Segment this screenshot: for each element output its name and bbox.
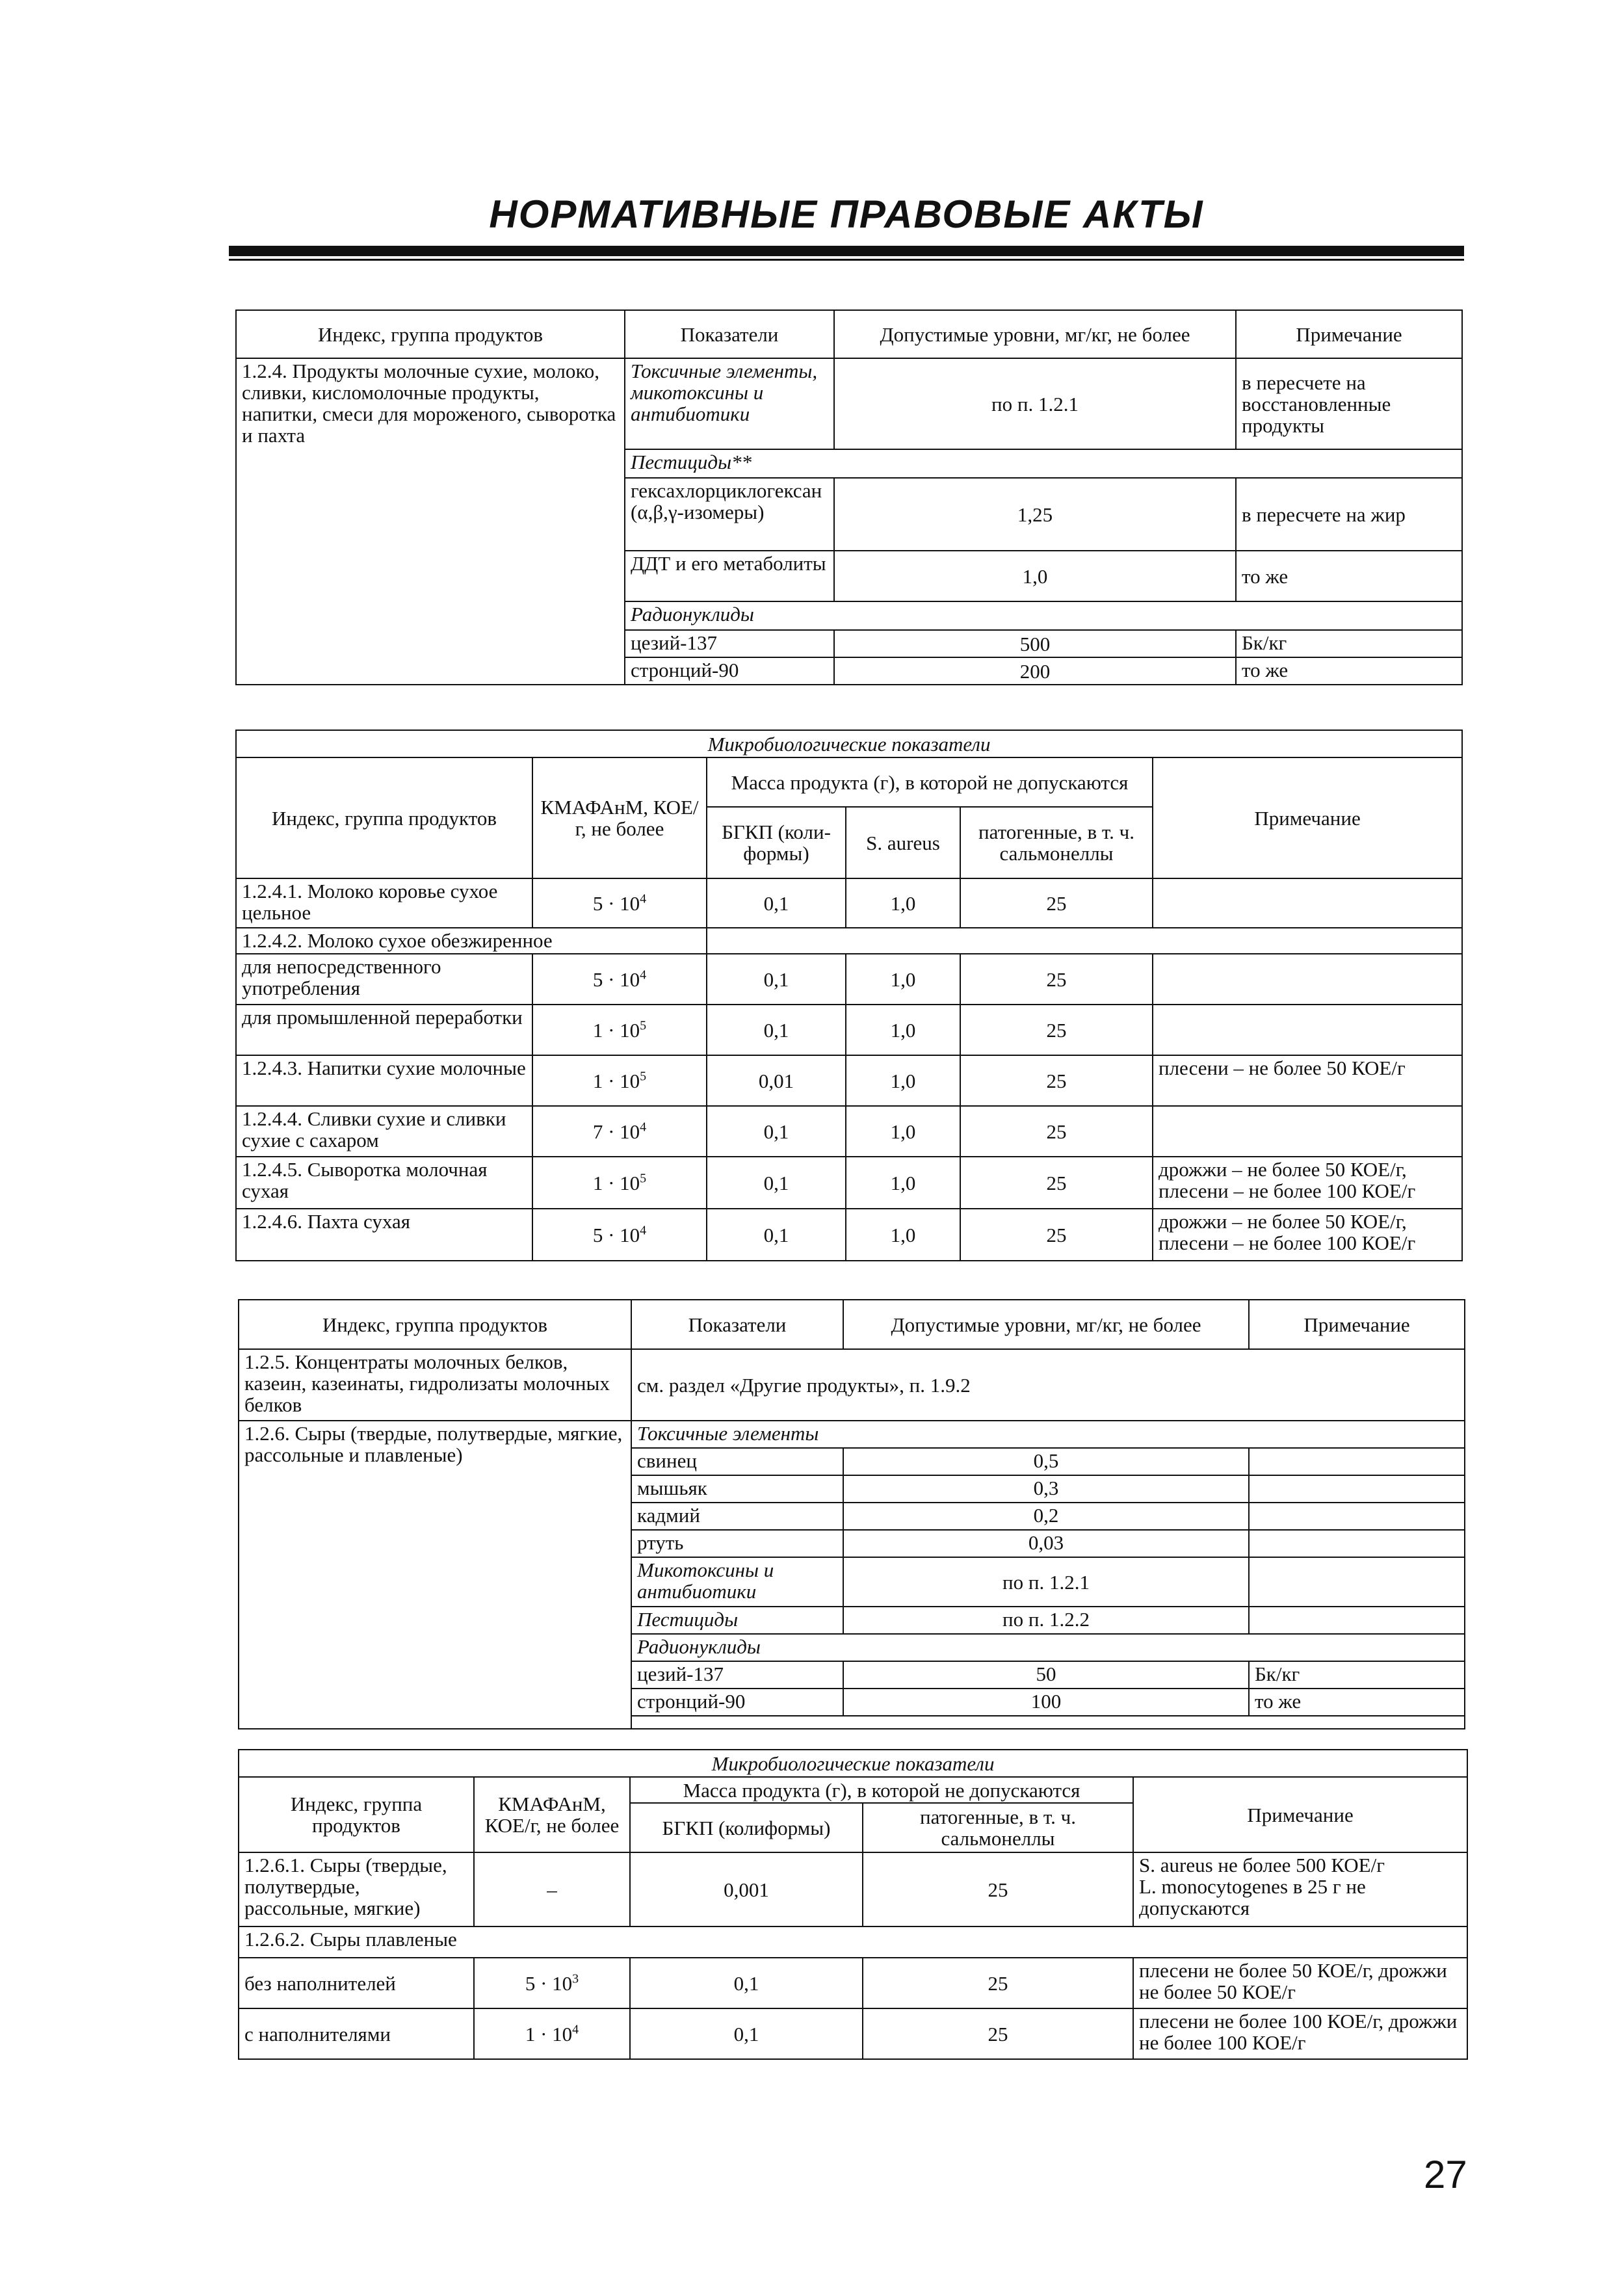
pathogens-cell: 25 <box>960 1106 1153 1157</box>
reference-cell: см. раздел «Другие продукты», п. 1.9.2 <box>631 1349 1465 1421</box>
saureus-cell: 1,0 <box>846 1005 960 1055</box>
col-header-note: Примечание <box>1133 1777 1467 1852</box>
page-title: НОРМАТИВНЫЕ ПРАВОВЫЕ АКТЫ <box>489 192 1204 236</box>
col-header-pathogens: патогенные, в т. ч. сальмонеллы <box>863 1803 1133 1852</box>
note-cell <box>1249 1607 1465 1634</box>
col-header-mass: Масса продукта (г), в которой не допускаются <box>707 757 1153 807</box>
saureus-cell: 1,0 <box>846 1157 960 1209</box>
kmafanm-cell: $1 \cdot 10^5$ <box>532 1157 707 1209</box>
level-cell: по п. 1.2.1 <box>834 358 1236 449</box>
indicator-cell: мышьяк <box>631 1475 843 1503</box>
level-cell: 0,5 <box>843 1448 1249 1475</box>
pathogens-cell: 25 <box>863 1958 1133 2008</box>
indicator-cell: кадмий <box>631 1503 843 1530</box>
table-header-row <box>239 1300 1465 1349</box>
page-number: 27 <box>1424 2153 1467 2196</box>
note-cell: Бк/кг <box>1236 630 1462 657</box>
note-cell: дрожжи – не более 50 КОЕ/г, плесени – не более 100 КОЕ/г <box>1153 1209 1462 1261</box>
bgkp-cell: 0,1 <box>707 1106 846 1157</box>
group-row <box>239 1926 1467 1958</box>
indicator-cell: стронций-90 <box>625 657 834 685</box>
note-cell: плесени не более 50 КОЕ/г, дрожжи не более 50 КОЕ/г <box>1133 1958 1467 2008</box>
col-header-saureus: S. aureus <box>846 807 960 878</box>
col-header-levels: Допустимые уровни, мг/кг, не более <box>834 310 1236 358</box>
col-header-indicators: Показатели <box>625 310 834 358</box>
table-cheese-limits <box>238 1299 1465 1729</box>
note-cell: дрожжи – не более 50 КОЕ/г, плесени – не более 100 КОЕ/г <box>1153 1157 1462 1209</box>
section-row <box>239 1421 1465 1448</box>
table-row <box>236 1005 1462 1055</box>
level-cell: 1,25 <box>834 478 1236 551</box>
note-cell: плесени – не более 50 КОЕ/г <box>1153 1055 1462 1106</box>
col-header-note: Примечание <box>1249 1300 1465 1349</box>
saureus-cell: 1,0 <box>846 1055 960 1106</box>
group-filler <box>707 928 1462 954</box>
bgkp-cell: 0,1 <box>707 954 846 1005</box>
product-name: для промышленной переработки <box>236 1005 532 1055</box>
micro-title: Микробиологические показатели <box>236 730 1462 757</box>
table-row <box>239 1958 1467 2008</box>
table-row <box>239 1349 1465 1421</box>
kmafanm-cell: $1 \cdot 10^4$ <box>474 2008 630 2059</box>
pathogens-cell: 25 <box>863 2008 1133 2059</box>
note-cell: то же <box>1236 551 1462 601</box>
kmafanm-cell: $1 \cdot 10^5$ <box>532 1055 707 1106</box>
note-cell: в пересчете на жир <box>1236 478 1462 551</box>
indicator-cell: гексахлорциклогексан (α,β,γ-изомеры) <box>625 478 834 551</box>
col-header-pathogens: патогенные, в т. ч. сальмонеллы <box>960 807 1153 878</box>
indicator-cell: свинец <box>631 1448 843 1475</box>
table-row <box>236 1055 1462 1106</box>
kmafanm-cell: $5 \cdot 10^4$ <box>532 878 707 928</box>
group-label: 1.2.4.2. Молоко сухое обезжиренное <box>236 928 707 954</box>
group-label: 1.2.6.2. Сыры плавленые <box>239 1926 1467 1958</box>
bgkp-cell: 0,1 <box>630 1958 863 2008</box>
pathogens-cell: 25 <box>960 1209 1153 1261</box>
indicator-cell: стронций-90 <box>631 1689 843 1716</box>
table-header-row <box>236 310 1462 358</box>
header-rule-thin <box>229 259 1464 261</box>
saureus-cell: 1,0 <box>846 1209 960 1261</box>
section-toxic: Токсичные элементы <box>631 1421 1465 1448</box>
note-cell <box>1153 1005 1462 1055</box>
note-cell <box>1249 1448 1465 1475</box>
pathogens-cell: 25 <box>960 1157 1153 1209</box>
level-cell: по п. 1.2.1 <box>843 1557 1249 1607</box>
bgkp-cell: 0,1 <box>707 1005 846 1055</box>
level-cell: 0,03 <box>843 1530 1249 1557</box>
level-cell: 0,3 <box>843 1475 1249 1503</box>
table-row <box>236 878 1462 928</box>
table-row <box>236 1106 1462 1157</box>
table-header-row <box>236 757 1462 807</box>
note-cell <box>1153 954 1462 1005</box>
bgkp-cell: 0,1 <box>630 2008 863 2059</box>
product-group: 1.2.4. Продукты молочные сухие, молоко, сливки, кисломолочные продукты, напитки, смеси для мороженого, сыворотка и пахта <box>236 358 625 685</box>
table-header-row <box>239 1777 1467 1803</box>
level-cell: 100 <box>843 1689 1249 1716</box>
table-dry-dairy-micro <box>235 730 1463 1261</box>
table-cheese-micro <box>238 1749 1468 2060</box>
group-row <box>236 928 1462 954</box>
pathogens-cell: 25 <box>960 954 1153 1005</box>
level-cell: 0,2 <box>843 1503 1249 1530</box>
product-name: 1.2.6.1. Сыры (твердые, полутвердые, рассольные, мягкие) <box>239 1852 474 1926</box>
table-row <box>236 1157 1462 1209</box>
pathogens-cell: 25 <box>960 1055 1153 1106</box>
table-row <box>236 1209 1462 1261</box>
col-header-index: Индекс, группа продуктов <box>239 1777 474 1852</box>
saureus-cell: 1,0 <box>846 1106 960 1157</box>
note-cell <box>1249 1530 1465 1557</box>
product-group: 1.2.6. Сыры (твердые, полутвердые, мягкие, рассольные и плавленые) <box>239 1421 631 1729</box>
product-name: с наполнителями <box>239 2008 474 2059</box>
note-cell <box>1153 1106 1462 1157</box>
level-cell: 50 <box>843 1661 1249 1689</box>
section-pesticides: Пестициды** <box>625 449 1462 478</box>
indicator-cell: Токсичные элементы, микотоксины и антибиотики <box>625 358 834 449</box>
indicator-cell: цезий-137 <box>625 630 834 657</box>
level-cell: по п. 1.2.2 <box>843 1607 1249 1634</box>
table-row <box>236 954 1462 1005</box>
col-header-note: Примечание <box>1153 757 1462 878</box>
bgkp-cell: 0,1 <box>707 1209 846 1261</box>
kmafanm-cell: $5 \cdot 10^3$ <box>474 1958 630 2008</box>
kmafanm-cell: – <box>474 1852 630 1926</box>
col-header-kmafanm: КМАФАнМ, КОЕ/г, не более <box>474 1777 630 1852</box>
product-name: 1.2.4.4. Сливки сухие и сливки сухие с сахаром <box>236 1106 532 1157</box>
product-name: 1.2.4.3. Напитки сухие молочные <box>236 1055 532 1106</box>
col-header-levels: Допустимые уровни, мг/кг, не более <box>843 1300 1249 1349</box>
pathogens-cell: 25 <box>960 878 1153 928</box>
note-cell <box>1249 1503 1465 1530</box>
spacer-cell <box>631 1716 1465 1729</box>
bgkp-cell: 0,1 <box>707 1157 846 1209</box>
product-name: 1.2.4.6. Пахта сухая <box>236 1209 532 1261</box>
note-cell: Бк/кг <box>1249 1661 1465 1689</box>
col-header-bgkp: БГКП (колиформы) <box>630 1803 863 1852</box>
product-name: без наполнителей <box>239 1958 474 2008</box>
col-header-index: Индекс, группа продуктов <box>239 1300 631 1349</box>
note-cell: то же <box>1249 1689 1465 1716</box>
level-cell: 200 <box>834 657 1236 685</box>
product-name: 1.2.4.1. Молоко коровье сухое цельное <box>236 878 532 928</box>
col-header-indicators: Показатели <box>631 1300 843 1349</box>
section-radionuclides: Радионуклиды <box>631 1634 1465 1661</box>
table-title-row <box>239 1750 1467 1777</box>
table-row <box>239 2008 1467 2059</box>
section-radionuclides: Радионуклиды <box>625 601 1462 630</box>
note-cell: плесени не более 100 КОЕ/г, дрожжи не более 100 КОЕ/г <box>1133 2008 1467 2059</box>
pathogens-cell: 25 <box>863 1852 1133 1926</box>
note-cell <box>1249 1557 1465 1607</box>
bgkp-cell: 0,01 <box>707 1055 846 1106</box>
product-group: 1.2.5. Концентраты молочных белков, казеин, казеинаты, гидролизаты молочных белков <box>239 1349 631 1421</box>
table-title-row <box>236 730 1462 757</box>
bgkp-cell: 0,001 <box>630 1852 863 1926</box>
table-row <box>239 1852 1467 1926</box>
page-header <box>229 189 1464 261</box>
note-cell: S. aureus не более 500 КОЕ/г L. monocytogenes в 25 г не допускаются <box>1133 1852 1467 1926</box>
table-row <box>236 358 1462 449</box>
note-cell <box>1249 1475 1465 1503</box>
saureus-cell: 1,0 <box>846 954 960 1005</box>
table-dry-dairy-limits <box>235 309 1463 685</box>
saureus-cell: 1,0 <box>846 878 960 928</box>
note-cell: то же <box>1236 657 1462 685</box>
product-name: для непосредственного употребления <box>236 954 532 1005</box>
col-header-index: Индекс, группа продуктов <box>236 757 532 878</box>
kmafanm-cell: $5 \cdot 10^4$ <box>532 1209 707 1261</box>
micro-title: Микробиологические показатели <box>239 1750 1467 1777</box>
indicator-cell: ДДТ и его метаболиты <box>625 551 834 601</box>
kmafanm-cell: $7 \cdot 10^4$ <box>532 1106 707 1157</box>
indicator-cell: Микотоксины и антибиотики <box>631 1557 843 1607</box>
header-rule <box>229 246 1464 256</box>
level-cell: 500 <box>834 630 1236 657</box>
bgkp-cell: 0,1 <box>707 878 846 928</box>
indicator-cell: ртуть <box>631 1530 843 1557</box>
col-header-mass: Масса продукта (г), в которой не допускаются <box>630 1777 1133 1803</box>
col-header-kmafanm: КМАФАнМ, КОЕ/г, не более <box>532 757 707 878</box>
note-cell <box>1153 878 1462 928</box>
kmafanm-cell: $5 \cdot 10^4$ <box>532 954 707 1005</box>
note-cell: в пересчете на восстановленные продукты <box>1236 358 1462 449</box>
col-header-index: Индекс, группа продуктов <box>236 310 625 358</box>
col-header-bgkp: БГКП (коли-формы) <box>707 807 846 878</box>
kmafanm-cell: $1 \cdot 10^5$ <box>532 1005 707 1055</box>
product-name: 1.2.4.5. Сыворотка молочная сухая <box>236 1157 532 1209</box>
pathogens-cell: 25 <box>960 1005 1153 1055</box>
indicator-cell: Пестициды <box>631 1607 843 1634</box>
level-cell: 1,0 <box>834 551 1236 601</box>
indicator-cell: цезий-137 <box>631 1661 843 1689</box>
col-header-note: Примечание <box>1236 310 1462 358</box>
